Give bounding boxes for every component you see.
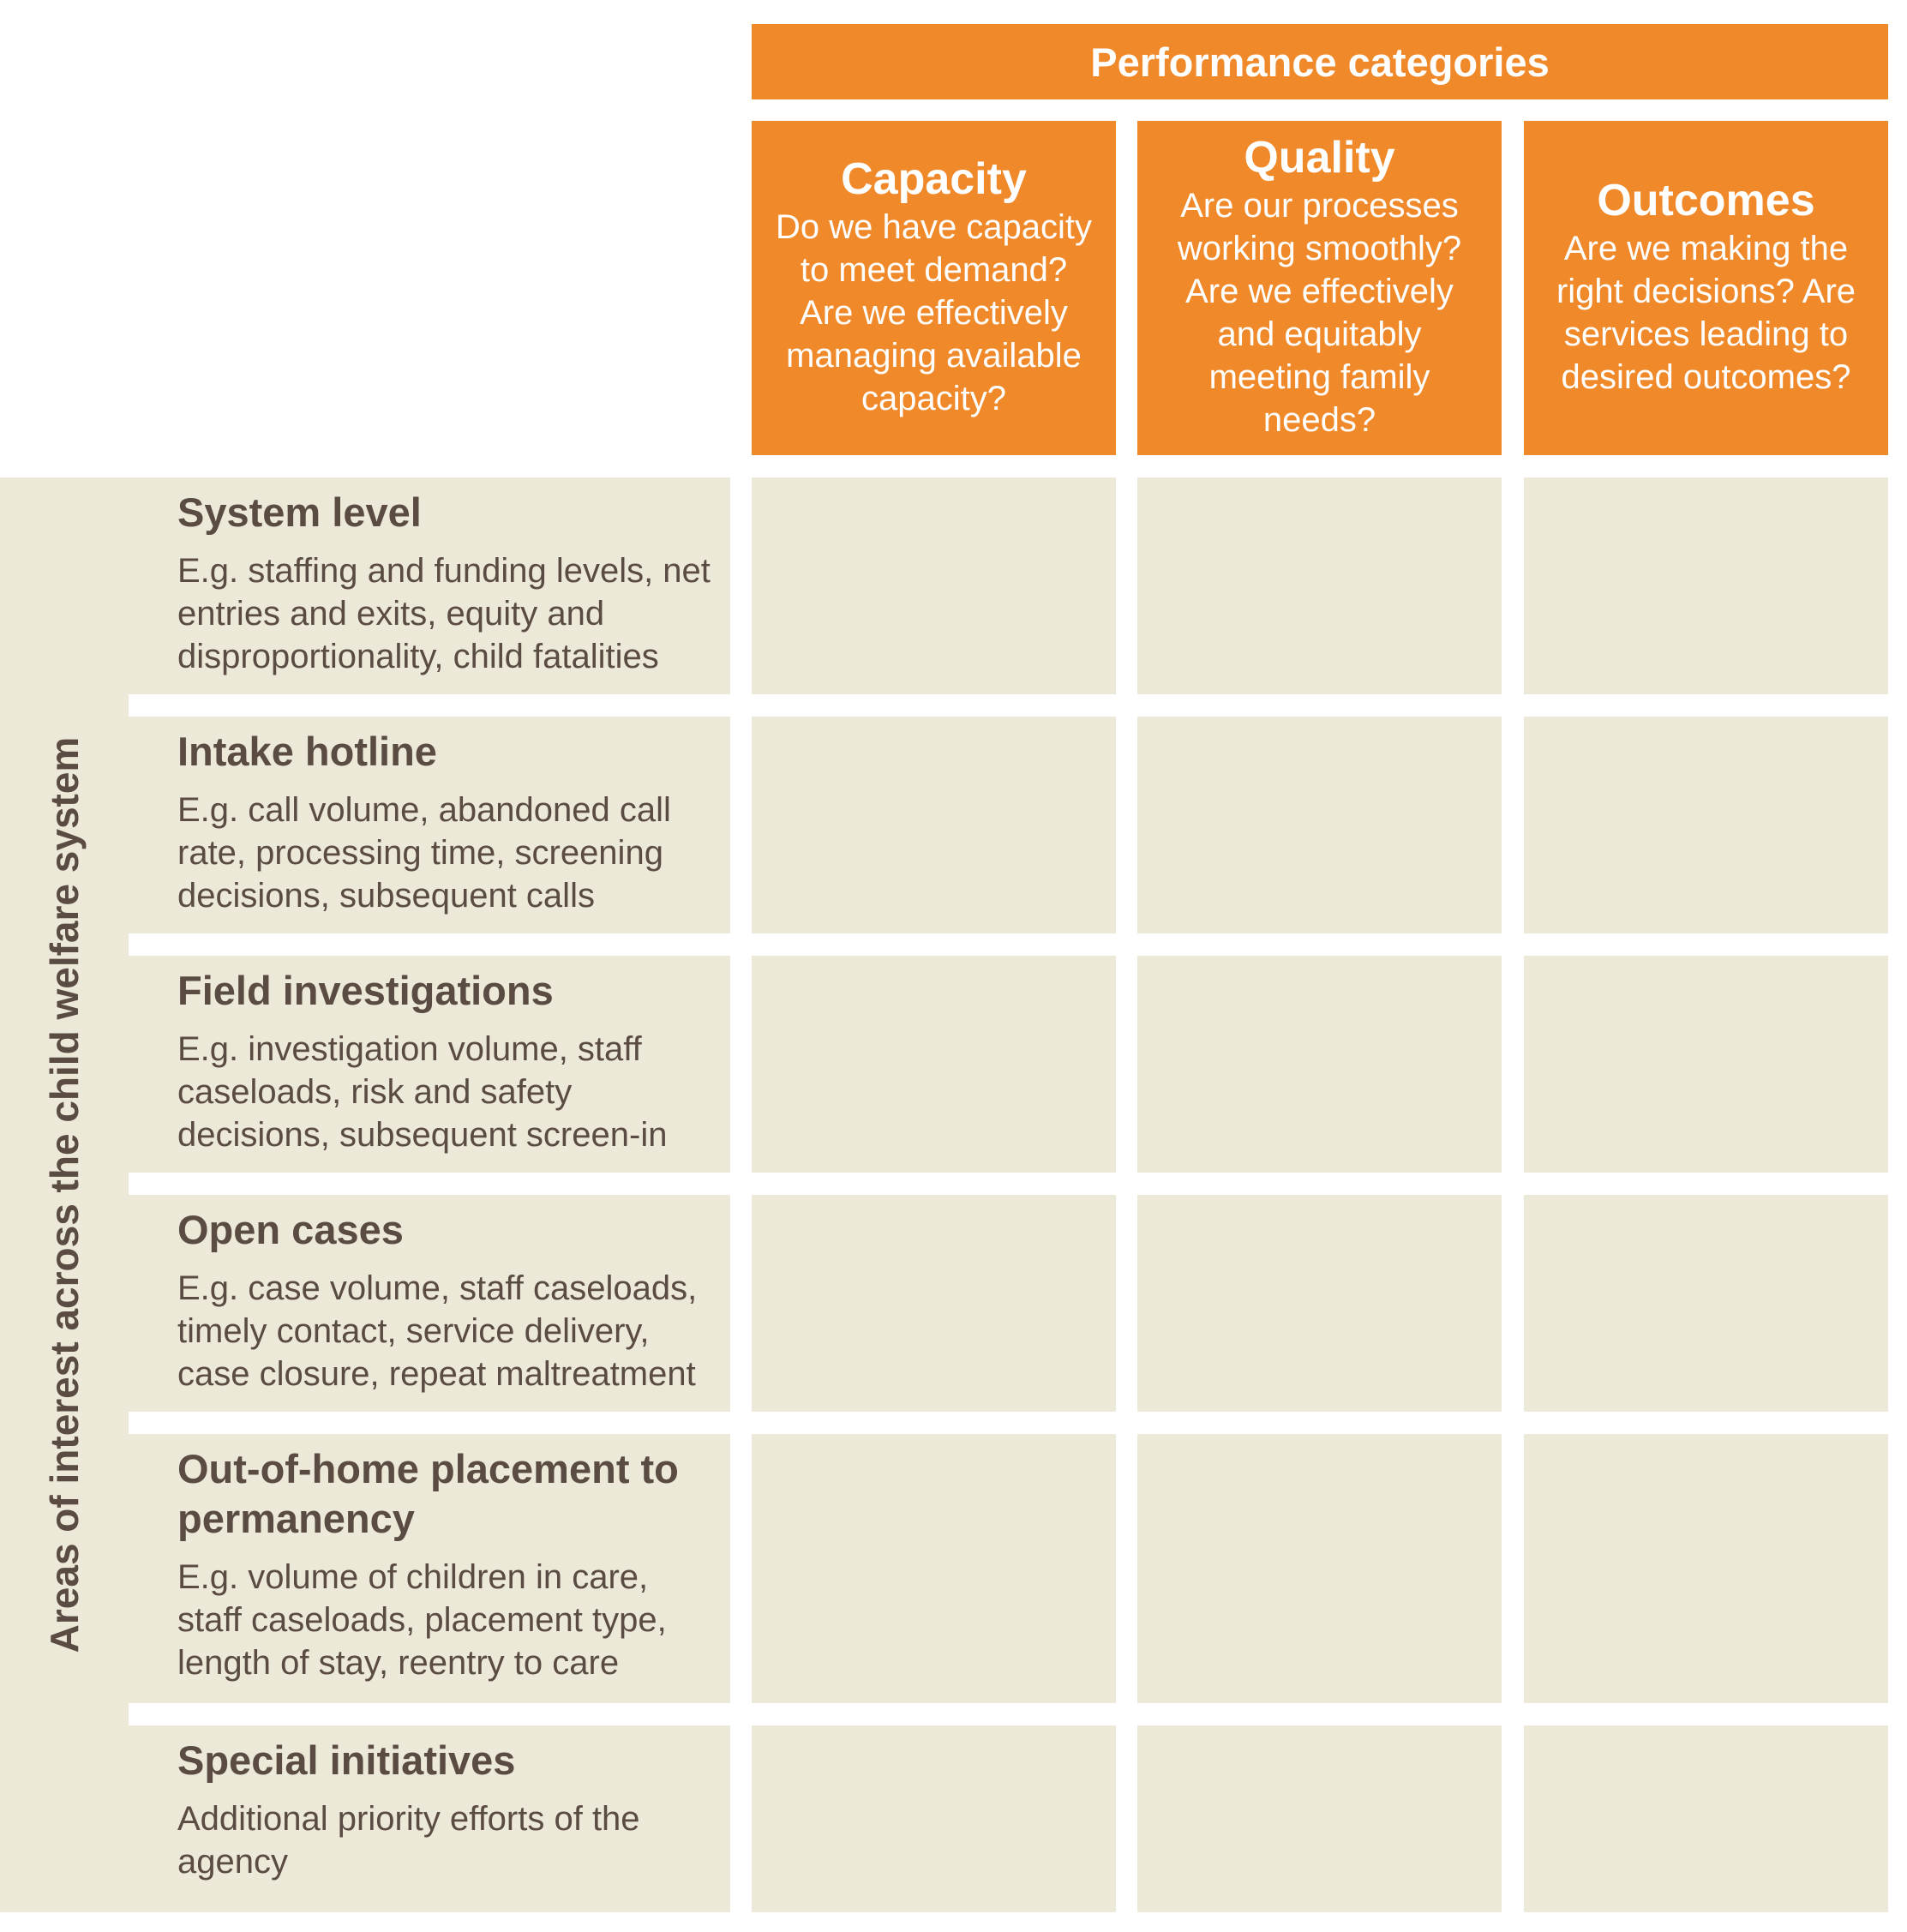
matrix-cell — [752, 1434, 1116, 1703]
row-label-open-cases — [129, 1195, 730, 1412]
matrix-cell — [752, 956, 1116, 1173]
column-question-capacity: Do we have capacity to meet demand? Are we effectively managing available capacity? — [775, 208, 1093, 418]
row-title: Intake hotline — [177, 729, 437, 774]
row-title: Open cases — [177, 1207, 404, 1252]
column-question-quality: Are our processes working smoothly? Are we effectively and equitably meeting family needs? — [1177, 187, 1462, 440]
matrix-cell — [1524, 1434, 1888, 1703]
row-title: System level — [177, 489, 422, 535]
matrix-cell — [752, 1725, 1116, 1912]
matrix-cell — [752, 1195, 1116, 1412]
row-description: E.g. investigation volume, staff caseloads, risk and safety decisions, subsequent screen-in — [177, 1030, 668, 1154]
matrix-cell — [752, 717, 1116, 933]
performance-categories-header — [752, 24, 1888, 99]
matrix-cell — [1524, 1725, 1888, 1912]
row-title: Special initiatives — [177, 1737, 516, 1783]
matrix-cell — [1137, 477, 1502, 694]
row-label-intake-hotline — [129, 717, 730, 933]
row-title: Out-of-home placement to permanency — [177, 1446, 679, 1541]
matrix-cell — [1137, 717, 1502, 933]
performance-categories-title: Performance categories — [1090, 39, 1550, 85]
matrix-cell — [1137, 1725, 1502, 1912]
row-description: E.g. staffing and funding levels, net entries and exits, equity and disproportionality, child fatalities — [177, 552, 711, 675]
column-title-outcomes: Outcomes — [1597, 175, 1815, 225]
row-label-system-level — [129, 477, 730, 694]
column-header-capacity — [752, 121, 1116, 455]
matrix-cell — [1524, 956, 1888, 1173]
column-header-outcomes — [1524, 121, 1888, 455]
column-title-quality: Quality — [1244, 132, 1395, 183]
side-axis-label: Areas of interest across the child welfare system — [42, 736, 87, 1653]
matrix-cell — [1524, 1195, 1888, 1412]
matrix-cell — [1137, 956, 1502, 1173]
matrix-cell — [1524, 477, 1888, 694]
row-description: E.g. call volume, abandoned call rate, processing time, screening decisions, subsequent calls — [177, 791, 671, 915]
matrix-cell — [1137, 1434, 1502, 1703]
matrix-cell — [752, 477, 1116, 694]
matrix-cell — [1137, 1195, 1502, 1412]
matrix-cell — [1524, 717, 1888, 933]
row-description: Additional priority efforts of the agency — [177, 1800, 640, 1881]
row-label-special-initiatives — [129, 1725, 730, 1912]
row-description: E.g. case volume, staff caseloads, timely contact, service delivery, case closure, repeat maltreatment — [177, 1269, 698, 1393]
row-label-field-investigations — [129, 956, 730, 1173]
column-header-quality — [1137, 121, 1502, 455]
column-title-capacity: Capacity — [841, 153, 1027, 204]
column-question-outcomes: Are we making the right decisions? Are services leading to desired outcomes? — [1556, 230, 1856, 397]
row-description: E.g. volume of children in care, staff caseloads, placement type, length of stay, reentry to care — [177, 1558, 667, 1682]
row-title: Field investigations — [177, 968, 554, 1013]
row-label-out-of-home-placement — [129, 1434, 730, 1703]
